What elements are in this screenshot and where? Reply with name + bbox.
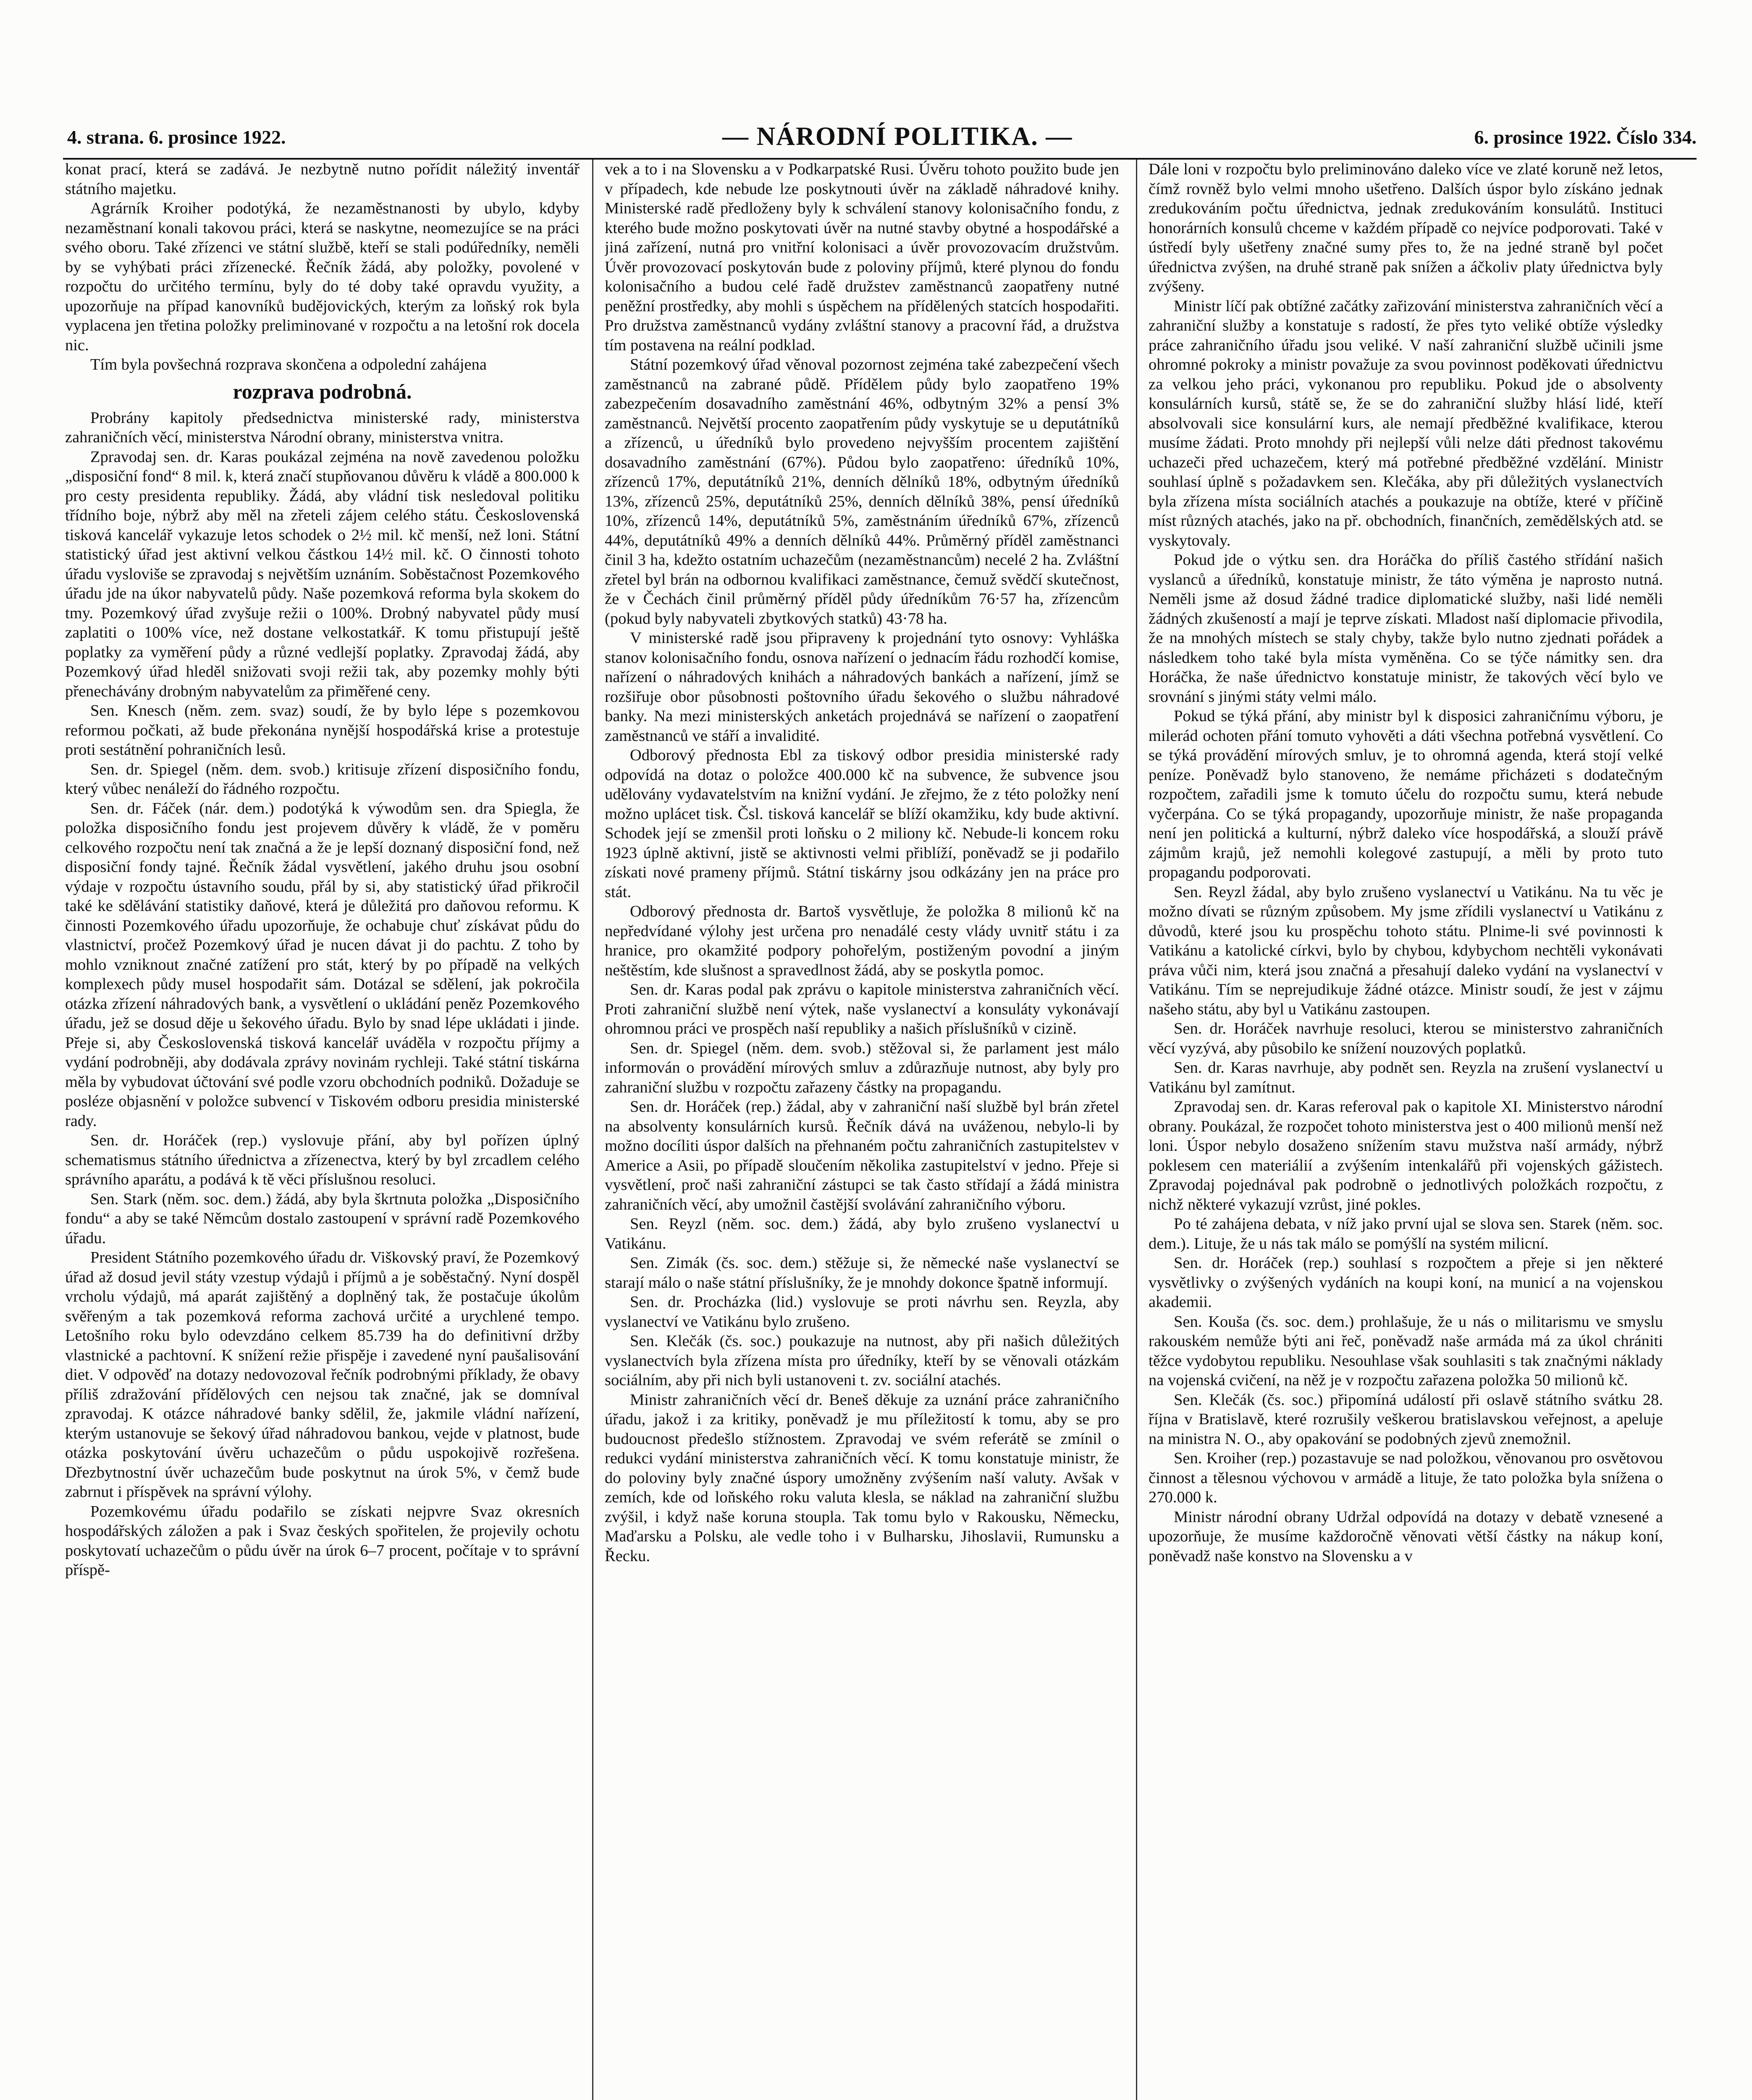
paragraph: Sen. dr. Spiegel (něm. dem. svob.) stěžoval si, že parlament jest málo informován o provádění mírových smluv a zdůrazňuje nutnost, aby byly pro zahraniční službu v rozpočtu zařazeny částky na propagandu. [605,1039,1119,1096]
paragraph: Sen. dr. Horáček (rep.) vyslovuje přání, aby byl pořízen úplný schematismus státního úřednictva a zřízenectva, který by byl zrcadlem celého správního aparátu, a podává k tě věci příslušnou resoluci. [65,1131,580,1188]
paragraph: President Státního pozemkového úřadu dr. Viškovský praví, že Pozemkový úřad až dosud jevil státy vzestup výdajů i příjmů a je soběstačný. Nyní dospěl vrcholu výdajů, má aparát zajištěný a doplněný tak, že postačuje úkolům svěřeným a tak pozemková reforma zachová určité a urychlené tempo. Letošního roku bylo odevzdáno celkem 85.739 ha do definitivní držby vlastnické a pachtovní. K snížení režie přispěje i zavedené nyní paušalisování diet. V odpověď na dotazy nedovozoval řečník podrobnými příklady, že obavy příliš zdražování přídělových cen nejsou tak značné, jak se domníval zpravodaj. K otázce náhradové banky sdělil, že, jakmile vládní nařízení, kterým ustanovuje se šekový úřad náhradovou bankou, vejde v platnost, bude otázka poskytování úvěru uchazečům o půdu uspokojivě rozřešena. Dřezbytnostní úvěr uchazečům bude poskytnut na úrok 5%, v čemž bude zabrnut i příspěvek na správní výlohy. [65,1249,580,1501]
column-2 [605,160,1119,2100]
paragraph: Sen. Reyzl žádal, aby bylo zrušeno vyslanectví u Vatikánu. Na tu věc je možno dívati se různým způsobem. My jsme zřídili vyslanectví u Vatikánu z důvodů, které jsou ku prospěchu tohoto státu. Plnime-li své povinnosti k Vatikánu a katolické církvi, bylo by chybou, kdybychom nechtěli vykonávati práva vůči nim, která jsou značná a přesahují daleko vydání na vyslanectví v Vatikánu. Tím se neprejudikuje žádné otázce. Ministr soudí, že jest v zájmu našeho státu, aby byl u Vatikánu zastoupen. [1149,883,1663,1018]
column-1 [65,160,580,2100]
column-3 [1149,160,1663,2100]
paragraph: Probrány kapitoly předsednictva ministerské rady, ministerstva zahraničních věcí, ministerstva Národní obrany, ministerstva vnitra. [65,409,580,446]
paragraph: konat prací, která se zadává. Je nezbytně nutno pořídit náležitý inventář státního majetku. [65,160,580,198]
paragraph: Sen. dr. Karas navrhuje, aby podnět sen. Reyzla na zrušení vyslanectví u Vatikánu byl zamítnut. [1149,1059,1663,1096]
paragraph: V ministerské radě jsou připraveny k projednání tyto osnovy: Vyhláška stanov kolonisačního fondu, osnova nařízení o jednacím řádu rozhodčí komise, nařízení o náhradových knihách a náhradových bankách a nařízení, jímž se rozšiřuje obor působnosti poštovního úřadu šekového o službu náhradové banky. Na mezi ministerských anketách projednává se nařízení o zaopatření zaměstnanců ve stáří a invalidité. [605,629,1119,745]
header-date-issue: 6. prosince 1922. Číslo 334. [1474,126,1697,148]
paragraph: Sen. Zimák (čs. soc. dem.) stěžuje si, že německé naše vyslanectví se starají málo o naše státní příslušníky, že je mnohdy dokonce špatně informují. [605,1254,1119,1292]
paragraph: Zpravodaj sen. dr. Karas referoval pak o kapitole XI. Ministerstvo národní obrany. Poukázal, že rozpočet tohoto ministerstva jest o 400 milionů menší než loni. Úspor nebylo dosaženo snížením stavu mužstva naší armády, nýbrž poklesem cen materiálií a zvýšením intenkalářů při vojenských gážistech. Zpravodaj pojednával pak podrobně o jednotlivých položkách rozpočtu, z nichž některé vykazují vzrůst, jiné pokles. [1149,1098,1663,1213]
paragraph: Sen. Kroiher (rep.) pozastavuje se nad položkou, věnovanou pro osvětovou činnost a tělesnou výchovou v armádě a lituje, že tato položka byla snížena o 270.000 k. [1149,1449,1663,1506]
paragraph: Sen. dr. Karas podal pak zprávu o kapitole ministerstva zahraničních věcí. Proti zahraniční službě není výtek, naše vyslanectví a konsuláty vykonávají ohromnou práci ve prospěch naší republiky a našich příslušníků v cizině. [605,981,1119,1037]
paragraph: Dále loni v rozpočtu bylo preliminováno daleko více ve zlaté koruně než letos, čímž rovněž bylo velmi mnoho ušetřeno. Dalších úspor bylo získáno jednak zredukováním počtu úřednictva, jednak zredukováním konsulátů. Instituci honorárních konsulů chceme v každém případě co nejvíce podporovati. Také v ústředí byly ušetřeny značné sumy přes to, že na jedné straně byl počet úřednictva zvýšen, na druhé straně pak snížen a áčkoliv platy úřednictva byly zvýšeny. [1149,160,1663,295]
paragraph: Sen. dr. Horáček navrhuje resoluci, kterou se ministerstvo zahraničních věcí vyzývá, aby působilo ke snížení nouzových poplatků. [1149,1020,1663,1057]
paragraph: Odborový přednosta dr. Bartoš vysvětluje, že položka 8 milionů kč na nepředvídané výlohy jest určena pro nenadálé cesty vlády uvnitř státu i za hranice, pro okamžité podpory pohořelým, postiženým povodní a jiným neštěstím, kde slušnost a spravedlnost žádá, aby se poskytla pomoc. [605,903,1119,979]
section-heading: rozprava podrobná. [233,379,412,403]
paragraph: Sen. Kouša (čs. soc. dem.) prohlašuje, že u nás o militarismu ve smyslu rakouském nemůže býti ani řeč, poněvadž naše armáda má za úkol chrániti těžce vydobytou republiku. Nesouhlase však souhlasiti s tak značnými náklady na vojenská cvičení, na něž je v rozpočtu zařazena položka 50 milionů kč. [1149,1312,1663,1389]
paragraph: Sen. Reyzl (něm. soc. dem.) žádá, aby bylo zrušeno vyslanectví u Vatikánu. [605,1215,1119,1252]
header-masthead: — NÁRODNÍ POLITIKA. — [722,122,1073,151]
paragraph: Sen. dr. Spiegel (něm. dem. svob.) kritisuje zřízení disposičního fondu, který vůbec nenáleží do řádného rozpočtu. [65,760,580,798]
paragraph: Odborový přednosta Ebl za tiskový odbor presidia ministerské rady odpovídá na dotaz o položce 400.000 kč na subvence, že subvence jsou udělovány vydavatelstvím na knižní vydání. Je zřejmo, že z této položky není možno uplácet tisk. Čsl. tisková kancelář se blíží okamžiku, kdy bude aktivní. Schodek její se zmenšil proti loňsku o 2 miliony kč. Nebude-li koncem roku 1923 úplně aktivní, jistě se aktivnosti velmi přiblíží, poněvadž se ji podařilo získati nové prameny příjmů. Státní tiskárny jsou odkázány jen na práce pro stát. [605,746,1119,901]
paragraph: Sen. Stark (něm. soc. dem.) žádá, aby byla škrtnuta položka „Disposičního fondu“ a aby se také Němcům dostalo zastoupení v správní radě Pozemkového úřadu. [65,1190,580,1247]
paragraph: Sen. dr. Procházka (lid.) vyslovuje se proti návrhu sen. Reyzla, aby vyslanectví ve Vatikánu bylo zrušeno. [605,1293,1119,1331]
paragraph: Sen. Klečák (čs. soc.) připomíná událostí při oslavě státního svátku 28. října v Bratislavě, které rozrušily veškerou bratislavskou veřejnost, a apeluje na ministra N. O., aby opakování se podobných zjevů znemožnil. [1149,1391,1663,1448]
paragraph: Pokud jde o výtku sen. dra Horáčka do příliš častého střídání našich vyslanců a úředníků, konstatuje ministr, že táto výměna je naprosto nutná. Neměli jsme až dosud žádné tradice diplomatické služby, naši lidé neměli žádných zkušeností a mají je teprve získati. Mladost naší diplomacie přivodila, že na mnohých místech se staly chyby, takže bylo nutno zjednati pořádek a následkem toho také byla místa vyměněna. Co se týče námitky sen. dra Horáčka, že naše úřednictvo konstatuje ministr, že takových věcí bylo ve srovnání s jinými státy velmi málo. [1149,551,1663,706]
column-divider [592,160,593,2100]
paragraph: Tím byla povšechná rozprava skončena a odpolední zahájena [90,356,487,373]
paragraph: Sen. dr. Horáček (rep.) souhlasí s rozpočtem a přeje si jen některé vysvětlivky o zvýšených vydáních na koupi koní, na municí a na vojenskou akademii. [1149,1254,1663,1311]
paragraph: Ministr zahraničních věcí dr. Beneš děkuje za uznání práce zahraničního úřadu, jakož i za kritiky, poněvadž je mu příležitostí k tomu, aby se pro budoucnost předešlo stížnostem. Zpravodaj ve svém referátě se zmínil o redukci vydání ministerstva zahraničních věcí. K tomu konstatuje ministr, že do poloviny byly značné úspory umožněny zvýšením naší valuty. Avšak v zemích, kde od loňského roku valuta klesla, se náklad na zahraniční službu zvýšil, i když naše koruna stoupla. Tak tomu bylo v Rakousku, Německu, Maďarsku a Polsku, ale vedle toho i v Bulharsku, Jihoslavii, Rumunsku a Řecku. [605,1391,1119,1565]
paragraph: Sen. dr. Fáček (nár. dem.) podotýká k výwodům sen. dra Spiegla, že položka disposičního fondu jest projevem důvěry k vládě, že v poměru celkového rozpočtu není tak značná a že je lepší doznaný disposiční fond, než disposiční fondy tajné. Řečník žádal vysvětlení, jakého druhu jsou osobní výdaje v rozpočtu ústavního soudu, přál by si, aby statistický úřad přikročil také ke sdělávání statistiky daňové, která je důležitá pro daňovou reformu. K činnosti Pozemkového úřadu upozorňuje, že ochabuje chuť získávat půdu do vlastnictví, pročež Pozemkový úřad je nucen dávat ji do pachtu. Z toho by mohlo vzniknout značné zatížení pro stát, který by po případě na velkých komplexech půdy musel hospodařit sám. Dotázal se sdělení, jak pokročila otázka zřízení náhradových bank, a vysvětlení o ukládání peněz Pozemkového úřadu, jež se dosud děje u šekového úřadu. Bylo by snad lépe ukládati i jinde. Přeje si, aby Československá tisková kancelář uváděla v rozpočtu příjmy a vydání podrobněji, aby dodávala zprávy novinám rychleji. Také státní tiskárna měla by vybudovat účtování své podle vzoru obchodních podniků. Dožaduje se posléze objasnění v položce subvencí v Tiskovém odboru presidia ministerské rady. [65,799,580,1130]
page-header [67,122,1697,155]
paragraph: vek a to i na Slovensku a v Podkarpatské Rusi. Úvěru tohoto použito bude jen v případech, kde nebude lze poskytnouti úvěr na základě náhradové knihy. Ministerské radě předloženy byly k schválení stanovy kolonisačního fondu, z kterého bude možno poskytovati úvěr na nutné stavby obytné a hospodářské a jiná zařízení, nutná pro vnitřní kolonisaci a úvěr provozovacím družstvům. Úvěr provozovací poskytován bude z poloviny příjmů, které plynou do fondu kolonisačního a budou celé řadě družstev zaměstnanců zaopatřeny nutné peněžní prostředky, aby mohli s úspěchem na přídělených statcích hospodařiti. Pro družstva zaměstnanců vydány zvláštní stanovy a pracovní řád, a družstva tím postavena na reální podklad. [605,160,1119,354]
paragraph: Sen. Knesch (něm. zem. svaz) soudí, že by bylo lépe s pozemkovou reformou počkati, až bude překonána nynější hospodářská krise a protestuje proti sestátnění pohraničních lesů. [65,702,580,759]
column-divider [1136,160,1137,2100]
paragraph: Ministr národní obrany Udržal odpovídá na dotazy v debatě vznesené a upozorňuje, že musíme každoročně věnovati větší částky na nákup koní, poněvadž naše konstvo na Slovensku a v [1149,1508,1663,1565]
paragraph: Pozemkovému úřadu podařilo se získati nejpvre Svaz okresních hospodářských záložen a pak i Svaz českých spořitelen, že projevily ochotu poskytovatí uchazečům o půdu úvěr na úrok 6–7 procent, počítaje v to správní příspě- [65,1502,580,1579]
paragraph: Po té zahájena debata, v níž jako první ujal se slova sen. Starek (něm. soc. dem.). Lituje, že u nás tak málo se pomýšlí na systém milicní. [1149,1215,1663,1252]
paragraph: Sen. dr. Horáček (rep.) žádal, aby v zahraniční naší službě byl brán zřetel na absolventy konsulárních kursů. Řečník dává na uváženou, nebylo-li by možno docíliti úspor dalších na přehnaném počtu zahraničních zastupitelstev v Americe a Asii, po případě sloučením několika zastupitelství v jedno. Přeje si vysvětlení, proč naši zahraniční zástupci se tak často střídají a žádá ministra zahraničních věcí, aby umožnil častější svolávání zahraničního výboru. [605,1098,1119,1213]
paragraph: Zpravodaj sen. dr. Karas poukázal zejména na nově zavedenou položku „disposiční fond“ 8 mil. k, která značí stupňovanou důvěru k vládě a 800.000 k pro cesty presidenta republiky. Žádá, aby vládní tisk nesledoval politiku třídního boje, nýbrž aby měl na zřeteli zájem celého státu. Československá tisková kancelář vykazuje letos schodek o 2½ mil. kč menší, než loni. Státní statistický úřad jest aktivní velkou částkou 14½ mil. kč. O činnosti tohoto úřadu vysloviše se zpravodaj s největším uznáním. Soběstačnost Pozemkového úřadu jde na úkor nabyvatelů půdy. Naše pozemková reforma byla skokem do tmy. Pozemkový úřad zvyšuje režii o 100%. Drobný nabyvatel půdy musí zaplatiti o 100% více, než dostane velkostatkář. K tomu přistupují ještě poplatky za vyměření půdy a různé vedlejší poplatky. Zpravodaj žádá, aby Pozemkový úřad hleděl snižovati svoji režii tak, aby pozemky mohly býti přenechávány drobným nabyvatelům za přiměřené ceny. [65,448,580,700]
paragraph: Ministr líčí pak obtížné začátky zařizování ministerstva zahraničních věcí a zahraniční služby a konstatuje s radostí, že přes tyto veliké obtíže výsledky práce zahraničního úřadu jsou veliké. V naší zahraniční službě učinili jsme ohromné pokroky a ministr považuje za svou povinnost poděkovati úřednictvu za velkou jeho práci, vykonanou pro republiku. Pokud jde o absolventy konsulárních kursů, státě se, že se do zahraniční služby hlásí lidé, kteří absolvovali sice konsulární kurs, ale nemají předběžné kvalifikace, kterou musíme žádati. Proto mnohdy při nejlepší vůli nelze dáti přednost takovému uchazeči před uchazečem, který má potřebné předběžné vzdělání. Ministr souhlasí úplně s požadavkem sen. Klečáka, aby při důležitých vyslanectvích byla zřízena místa sociálních atachés a poukazuje na obtíže, které v příčině míst různých atachés, jako na př. obchodních, finančních, zemědělských atd. se vyskytovaly. [1149,297,1663,549]
paragraph: Státní pozemkový úřad věnoval pozornost zejména také zabezpečení všech zaměstnanců na zabrané půdě. Přídělem půdy bylo zaopatřeno 19% zabezpečením dosavadního zaměstnání 46%, odbytným 32% a pensí 3% zaměstnanců. Největší procento zaopatřením půdy vyskytuje se u deputátníků a zřízenců, u úředníků bylo provedeno nejvyšším procentem zajištění dosavadního zaměstnání (67%). Půdou bylo zaopatřeno: úředníků 10%, zřízenců 17%, deputátníků 21%, denních dělníků 18%, odbytným úředníků 13%, zřízenců 25%, deputátníků 25%, denních dělníků 38%, pensí úředníků 10%, zřízenců 14%, deputátníků 5%, zaměstnáním úředníků 67%, zřízenců 44%, deputátníků 49% a denních dělníků 44%. Průměrný příděl zaměstnanci činil 3 ha, kdežto ostatním uchazečům (nezaměstnancům) necelé 2 ha. Zvláštní zřetel byl brán na odbornou kvalifikaci zaměstnance, čemuž svědčí skutečnost, že v Čechách činil průměrný příděl půdy úředníkům 76·57 ha, zřízencům (pokud byly nabyvateli zbytkových statků) 43·78 ha. [605,356,1119,627]
paragraph: Sen. Klečák (čs. soc.) poukazuje na nutnost, aby při našich důležitých vyslanectvích byla zřízena místa pro úředníky, kteří by se věnovali otázkám sociálním, aby při nich byli ustanoveni t. zv. sociální atachés. [605,1332,1119,1389]
header-page-date: 4. strana. 6. prosince 1922. [67,126,286,148]
paragraph: Pokud se týká přání, aby ministr byl k disposici zahraničnímu výboru, je milerád ochoten přání tomuto vyhověti a dáti všechna potřebná vysvětlení. Co se týká provádění mírových smluv, je to ohromná agenda, která stojí velké peníze. Poněvadž bylo stanoveno, že nemáme přicházeti s dodatečným rozpočtem, zařadili jsme k tomuto účelu do rozpočtu sumu, která nebude vyčerpána. Co se týká propagandy, upozorňuje ministr, že naše propaganda není jen politická a kulturní, nýbrž daleko více hospodářská, a slouží právě zájmům krajů, jež nemohli kolegové zastupují, a měli by proto tuto propagandu podporovati. [1149,707,1663,881]
paragraph: Agrárník Kroiher podotýká, že nezaměstnanosti by ubylo, kdyby nezaměstnaní konali takovou práci, která se naskytne, neomezujíce se na práci svého oboru. Také zřízenci ve státní službě, kteří se stali podúředníky, neměli by se vyhýbati práci zřízenecké. Řečník žádá, aby položky, povolené v rozpočtu do určitého termínu, byly do té doby také opravdu využity, a upozorňuje na případ kanovníků budějovických, kterým za loňský rok byla vyplacena jen třetina položky preliminované v rozpočtu a na letošní rok docela nic. [65,200,580,354]
